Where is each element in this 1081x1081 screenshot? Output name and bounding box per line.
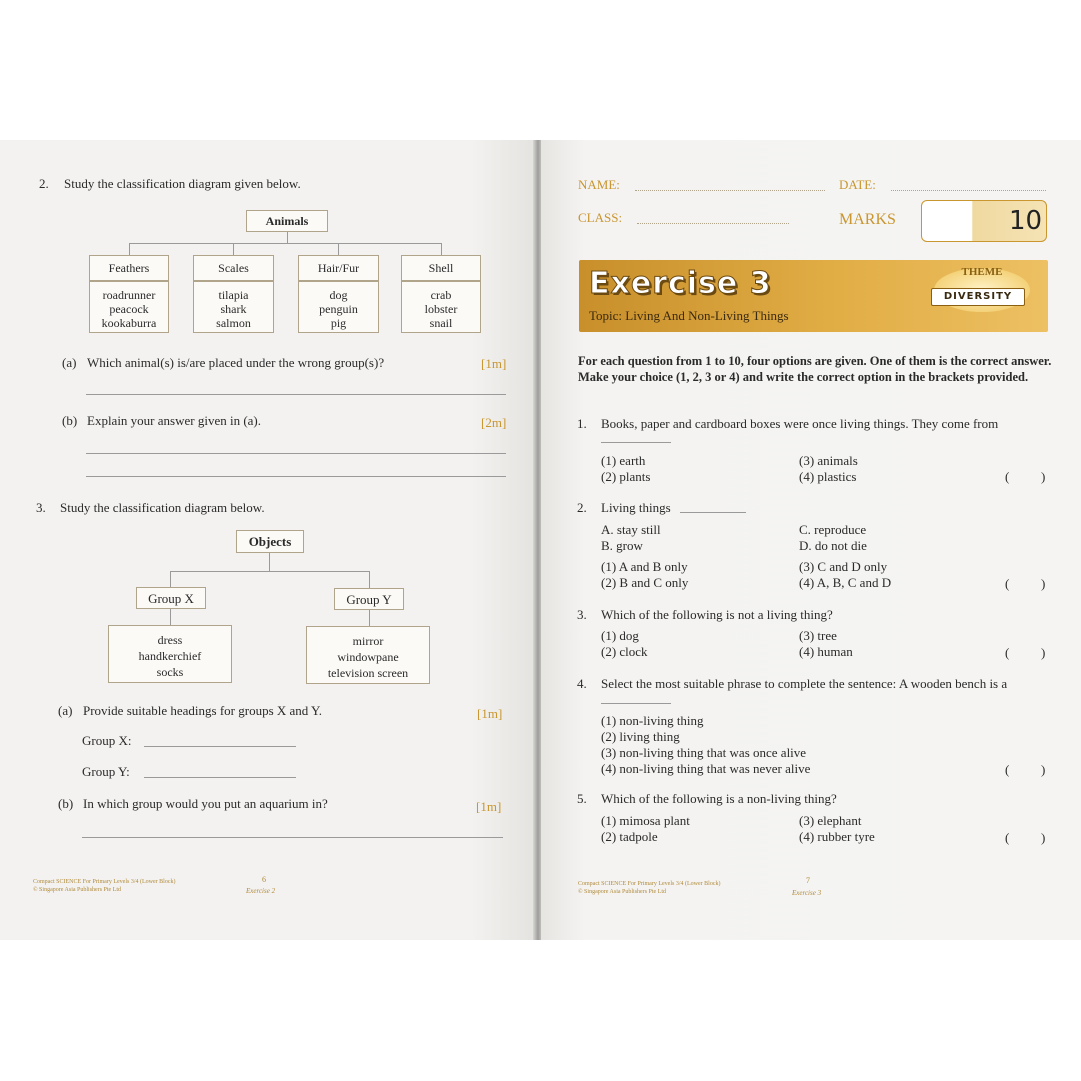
list-item: tilapia bbox=[218, 288, 249, 302]
class-label: CLASS: bbox=[578, 210, 623, 225]
option: (4) plastics bbox=[799, 469, 857, 484]
page-number: 6 bbox=[262, 875, 266, 884]
class-field[interactable] bbox=[637, 223, 789, 224]
option: (1) non-living thing bbox=[601, 713, 704, 728]
group-x-label: Group X: bbox=[82, 733, 132, 748]
option: (1) dog bbox=[601, 628, 639, 643]
q2-connector bbox=[287, 232, 288, 243]
footer-book-title: Compact SCIENCE For Primary Levels 3/4 (Lower Block) bbox=[33, 879, 176, 885]
q3-number: 3. bbox=[577, 607, 587, 622]
list-item: crab bbox=[430, 288, 452, 302]
q2-group-heading: Feathers bbox=[89, 255, 169, 281]
q3-connector bbox=[170, 609, 171, 625]
list-item: windowpane bbox=[337, 650, 399, 664]
answer-bracket-open[interactable]: ( bbox=[1005, 469, 1010, 484]
option: (3) tree bbox=[799, 628, 837, 643]
answer-line[interactable] bbox=[86, 476, 506, 477]
list-item: roadrunner bbox=[102, 288, 156, 302]
footer-copyright: © Singapore Asia Publishers Pte Ltd bbox=[33, 887, 122, 893]
exercise-banner bbox=[579, 260, 1048, 332]
blank-line[interactable] bbox=[601, 703, 671, 704]
q2-connector bbox=[129, 243, 442, 244]
q3a-mark: [1m] bbox=[477, 706, 503, 721]
q1-number: 1. bbox=[577, 416, 587, 431]
option: (3) animals bbox=[799, 453, 858, 468]
list-item: mirror bbox=[352, 634, 384, 648]
q2a-mark: [1m] bbox=[481, 356, 507, 371]
answer-bracket-close[interactable]: ) bbox=[1041, 469, 1046, 484]
list-item: kookaburra bbox=[101, 316, 157, 330]
q2-group-items bbox=[401, 281, 481, 333]
statement: B. grow bbox=[601, 538, 643, 553]
footer-exercise: Exercise 3 bbox=[792, 889, 822, 897]
q2-connector bbox=[233, 243, 234, 255]
q2-root-node: Animals bbox=[246, 210, 328, 232]
option: (1) mimosa plant bbox=[601, 813, 690, 828]
theme-label: THEME bbox=[961, 266, 1003, 278]
q3-connector bbox=[369, 610, 370, 626]
group-y-answer-line[interactable] bbox=[144, 777, 296, 778]
option: (3) elephant bbox=[799, 813, 862, 828]
q2a-label: (a) bbox=[62, 355, 77, 370]
answer-line[interactable] bbox=[86, 453, 506, 454]
option: (2) living thing bbox=[601, 729, 680, 744]
option: (3) C and D only bbox=[799, 559, 888, 574]
answer-bracket-open[interactable]: ( bbox=[1005, 762, 1010, 777]
option: (4) rubber tyre bbox=[799, 829, 875, 844]
list-item: snail bbox=[429, 316, 453, 330]
q2-connector bbox=[129, 243, 130, 255]
statement: D. do not die bbox=[799, 538, 867, 553]
q2-number: 2. bbox=[39, 176, 49, 191]
q2-number: 2. bbox=[577, 500, 587, 515]
q2-text: Living things bbox=[601, 500, 671, 515]
q5-number: 5. bbox=[577, 791, 587, 806]
option: (4) A, B, C and D bbox=[799, 575, 892, 590]
q3-group-items bbox=[306, 626, 430, 684]
answer-line[interactable] bbox=[82, 837, 503, 838]
q3-connector bbox=[170, 571, 370, 572]
q3b-label: (b) bbox=[58, 796, 74, 811]
theme-value: DIVERSITY bbox=[931, 288, 1025, 306]
q3b-text: In which group would you put an aquarium in? bbox=[83, 796, 328, 811]
instructions: For each question from 1 to 10, four options are given. One of them is the correct answer. Make your choice (1, 2, 3 or 4) and write the correct option in the brackets provided. bbox=[578, 354, 1052, 384]
page-number: 7 bbox=[806, 876, 810, 885]
q3b-mark: [1m] bbox=[476, 799, 502, 814]
q2-connector bbox=[441, 243, 442, 255]
q3-number: 3. bbox=[36, 500, 46, 515]
list-item: handkerchief bbox=[138, 649, 202, 663]
q2b-mark: [2m] bbox=[481, 415, 507, 430]
list-item: salmon bbox=[216, 316, 251, 330]
q2-prompt: Study the classification diagram given below. bbox=[64, 176, 301, 191]
option: (1) earth bbox=[601, 453, 646, 468]
footer-copyright: © Singapore Asia Publishers Pte Ltd bbox=[578, 889, 667, 895]
q2-group-heading: Scales bbox=[193, 255, 274, 281]
option: (1) A and B only bbox=[601, 559, 688, 574]
group-x-answer-line[interactable] bbox=[144, 746, 296, 747]
list-item: television screen bbox=[327, 666, 409, 680]
statement: C. reproduce bbox=[799, 522, 867, 537]
q2-group-items bbox=[193, 281, 274, 333]
topic-text: Topic: Living And Non-Living Things bbox=[589, 308, 789, 323]
answer-bracket-open[interactable]: ( bbox=[1005, 576, 1010, 591]
footer-book-title: Compact SCIENCE For Primary Levels 3/4 (Lower Block) bbox=[578, 881, 721, 887]
q2-group-items bbox=[89, 281, 169, 333]
q3-text: Which of the following is not a living thing? bbox=[601, 607, 833, 622]
answer-bracket-close[interactable]: ) bbox=[1041, 830, 1046, 845]
q5-text: Which of the following is a non-living thing? bbox=[601, 791, 837, 806]
list-item: shark bbox=[220, 302, 247, 316]
answer-bracket-open[interactable]: ( bbox=[1005, 645, 1010, 660]
blank-line[interactable] bbox=[680, 512, 746, 513]
list-item: dress bbox=[157, 633, 183, 647]
q2-group-items bbox=[298, 281, 379, 333]
date-field[interactable] bbox=[891, 190, 1046, 191]
q4-text: Select the most suitable phrase to complete the sentence: A wooden bench is a bbox=[601, 676, 1008, 691]
q2-connector bbox=[338, 243, 339, 255]
answer-bracket-close[interactable]: ) bbox=[1041, 762, 1046, 777]
exercise-title: Exercise 3 bbox=[589, 266, 772, 301]
answer-line[interactable] bbox=[86, 394, 506, 395]
date-label: DATE: bbox=[839, 177, 876, 192]
q2b-text: Explain your answer given in (a). bbox=[87, 413, 262, 428]
marks-label: MARKS bbox=[839, 211, 896, 228]
q3-group-heading: Group X bbox=[136, 587, 206, 609]
q4-number: 4. bbox=[577, 676, 587, 691]
q3-connector bbox=[269, 553, 270, 571]
list-item: penguin bbox=[319, 302, 358, 316]
list-item: peacock bbox=[109, 302, 149, 316]
option: (2) clock bbox=[601, 644, 648, 659]
option: (4) human bbox=[799, 644, 853, 659]
q3-group-items bbox=[108, 625, 232, 683]
option: (4) non-living thing that was never alive bbox=[601, 761, 811, 776]
option: (2) plants bbox=[601, 469, 651, 484]
q3-connector bbox=[369, 571, 370, 588]
q3-root-node: Objects bbox=[236, 530, 304, 553]
q2-group-heading: Shell bbox=[401, 255, 481, 281]
q2-group-heading: Hair/Fur bbox=[298, 255, 379, 281]
name-label: NAME: bbox=[578, 177, 620, 192]
q2b-label: (b) bbox=[62, 413, 78, 428]
q3a-label: (a) bbox=[58, 703, 73, 718]
option: (2) B and C only bbox=[601, 575, 689, 590]
footer-exercise: Exercise 2 bbox=[246, 887, 276, 895]
q1-text: Books, paper and cardboard boxes were once living things. They come from bbox=[601, 416, 999, 431]
q3-connector bbox=[170, 571, 171, 587]
statement: A. stay still bbox=[601, 522, 661, 537]
blank-line[interactable] bbox=[601, 442, 671, 443]
name-field[interactable] bbox=[635, 190, 825, 191]
option: (2) tadpole bbox=[601, 829, 658, 844]
list-item: lobster bbox=[424, 302, 458, 316]
q3-prompt: Study the classification diagram below. bbox=[60, 500, 265, 515]
q2a-text: Which animal(s) is/are placed under the wrong group(s)? bbox=[87, 355, 385, 370]
answer-bracket-close[interactable]: ) bbox=[1041, 645, 1046, 660]
left-page bbox=[0, 140, 535, 940]
group-y-label: Group Y: bbox=[82, 764, 130, 779]
q3a-text: Provide suitable headings for groups X and Y. bbox=[83, 703, 323, 718]
list-item: dog bbox=[329, 288, 348, 302]
answer-bracket-open[interactable]: ( bbox=[1005, 830, 1010, 845]
list-item: socks bbox=[156, 665, 184, 679]
answer-bracket-close[interactable]: ) bbox=[1041, 576, 1046, 591]
option: (3) non-living thing that was once alive bbox=[601, 745, 807, 760]
marks-value: 10 bbox=[1009, 206, 1043, 236]
right-page bbox=[541, 140, 1081, 940]
list-item: pig bbox=[330, 316, 347, 330]
q3-group-heading: Group Y bbox=[334, 588, 404, 610]
